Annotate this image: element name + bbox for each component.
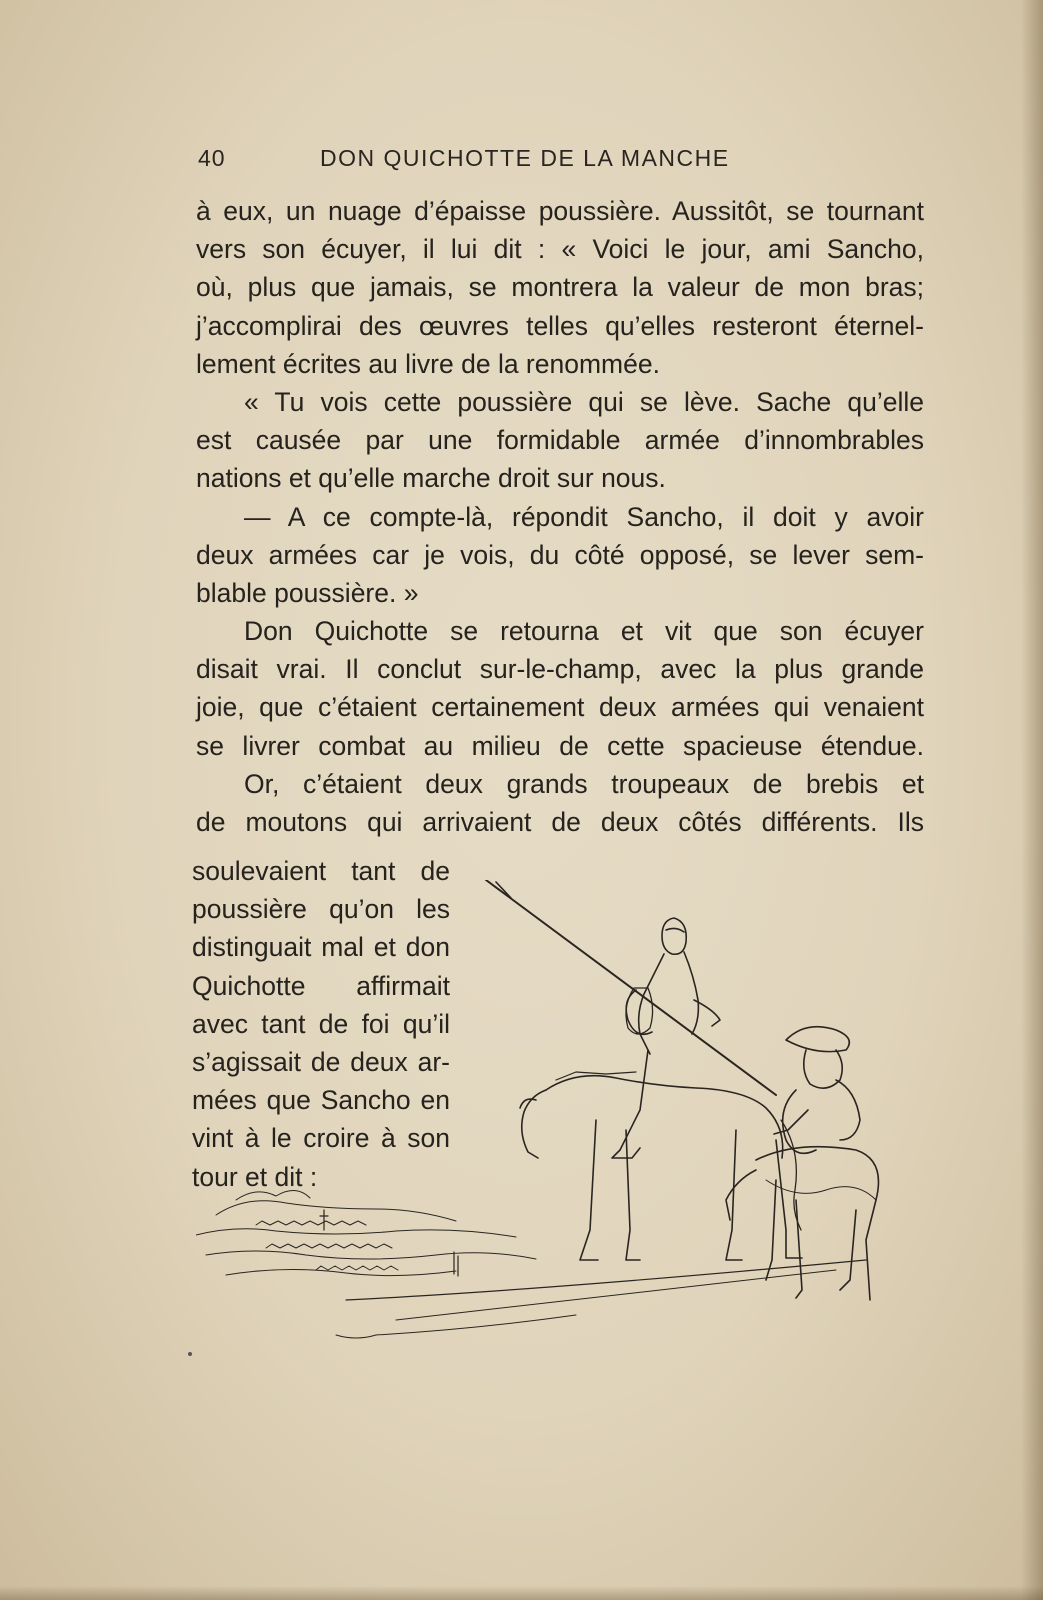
ink-speck — [188, 1352, 192, 1356]
text-line: est causée par une formidable armée d’innombrables — [196, 425, 924, 456]
wrapped-text-line: poussière qu’on les — [192, 894, 450, 925]
don-quixote-sancho-illustration — [196, 880, 896, 1360]
wrapped-text-line: Quichotte affirmait — [192, 970, 450, 1001]
wrapped-text-line: mées que Sancho en — [192, 1085, 450, 1116]
text-line: j’accomplirai des œuvres telles qu’elles resteront éternel- — [196, 310, 924, 341]
wrapped-text-line: avec tant de foi qu’il — [192, 1008, 450, 1039]
text-line: lement écrites au livre de la renommée. — [196, 348, 660, 379]
wrapped-text-line: tour et dit : — [192, 1161, 318, 1192]
wrapped-text-line: s’agissait de deux ar- — [192, 1046, 450, 1077]
page-bottom-shadow — [0, 1586, 1043, 1600]
text-line: de moutons qui arrivaient de deux côtés différents. Ils — [196, 807, 924, 837]
text-line: — A ce compte-là, répondit Sancho, il doit y avoir — [244, 501, 924, 532]
page-number: 40 — [198, 145, 226, 171]
text-line: Don Quichotte se retourna et vit que son écuyer — [244, 616, 924, 647]
text-line: deux armées car je vois, du côté opposé, se lever sem- — [196, 539, 924, 570]
page-edge-shadow — [1021, 0, 1043, 1600]
text-line: nations et qu’elle marche droit sur nous. — [196, 463, 666, 494]
text-line: disait vrai. Il conclut sur-le-champ, avec la plus grande — [196, 654, 924, 685]
wrapped-text-line: distinguait mal et don — [192, 932, 450, 963]
text-line: vers son écuyer, il lui dit : « Voici le jour, ami Sancho, — [196, 234, 924, 265]
wrapped-text-line: vint à le croire à son — [192, 1123, 450, 1154]
text-line: « Tu vois cette poussière qui se lève. Sache qu’elle — [244, 386, 924, 417]
running-title: DON QUICHOTTE DE LA MANCHE — [320, 145, 730, 171]
text-line: Or, c’étaient deux grands troupeaux de brebis et — [244, 768, 924, 799]
text-line: blable poussière. » — [196, 577, 419, 608]
text-line: se livrer combat au milieu de cette spacieuse étendue. — [196, 730, 924, 761]
text-line: où, plus que jamais, se montrera la valeur de mon bras; — [196, 272, 924, 303]
wrapped-text-line: soulevaient tant de — [192, 856, 450, 886]
text-line: à eux, un nuage d’épaisse poussière. Aussitôt, se tournant — [196, 196, 924, 226]
running-header — [196, 145, 908, 175]
body-text — [196, 192, 924, 841]
text-line: joie, que c’étaient certainement deux armées qui venaient — [196, 692, 924, 723]
